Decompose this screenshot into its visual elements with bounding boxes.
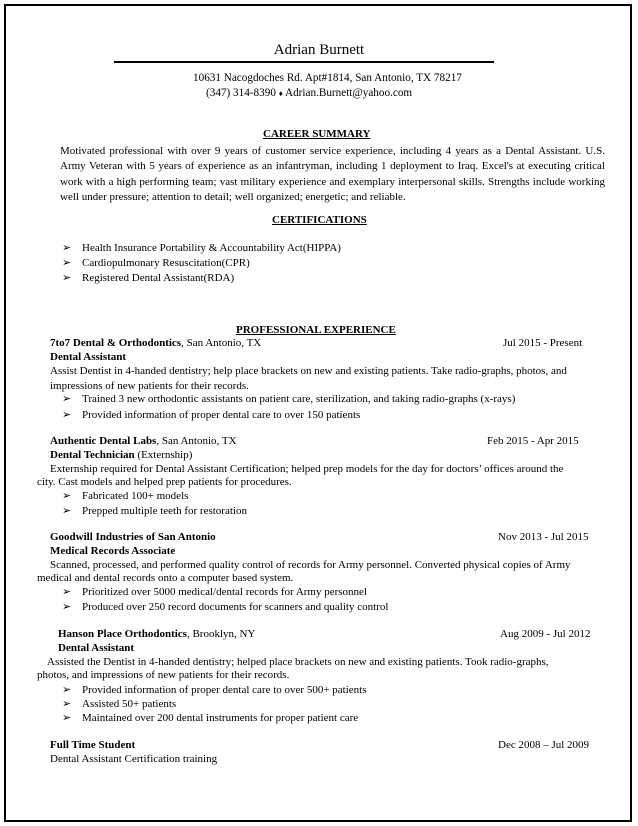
- arrow-bullet-icon: ➢: [62, 272, 72, 284]
- career-summary-text: Motivated professional with over 9 years of customer service experience, including 4 years as a Dental Assistant. U.S. Army Veteran with 5 years of experience as an infantryman, including 1 deployment to Iraq. Excel's at executing critical work with a high performing team; vast military experience and exemplary interpersonal skills. Strengths include working well under pressure; attention to detail; well organized; energetic; and reliable.: [60, 145, 605, 203]
- job-description-line: Assisted the Dentist in 4-handed dentistry; helped place brackets on new and existing patients. Took radio-graphs,: [47, 656, 549, 668]
- job-bullet: ➢ Provided information of proper dental care to over 500+ patients: [62, 684, 367, 696]
- job-title-suffix: (Externship): [134, 449, 193, 461]
- job-title: Dental Assistant: [58, 642, 135, 654]
- job-bullet: ➢ Assisted 50+ patients: [62, 698, 177, 710]
- job-description: Assist Dentist in 4-handed dentistry; help place brackets on new and existing patients. Take radio-graphs, photos, and impressions of new patients for their records.: [50, 365, 567, 392]
- job-description: Dental Assistant Certification training: [50, 753, 218, 765]
- phone-number: (347) 314-8390: [206, 87, 276, 99]
- company-location: , San Antonio, TX: [156, 435, 237, 447]
- arrow-bullet-icon: ➢: [62, 393, 72, 405]
- job-bullet: ➢ Produced over 250 record documents for scanners and quality control: [62, 601, 389, 613]
- job-dates: Feb 2015 - Apr 2015: [487, 435, 579, 447]
- certifications-heading: CERTIFICATIONS: [272, 214, 367, 226]
- arrow-bullet-icon: ➢: [62, 242, 72, 254]
- certification-item: ➢ Registered Dental Assistant(RDA): [62, 272, 235, 284]
- company-name: Authentic Dental Labs: [50, 435, 157, 447]
- arrow-bullet-icon: ➢: [62, 505, 72, 517]
- email-address: Adrian.Burnett@yahoo.com: [285, 87, 413, 99]
- arrow-bullet-icon: ➢: [62, 586, 72, 598]
- job-description-line: Scanned, processed, and performed quality control of records for Army personnel. Converted physical copies of Army: [50, 559, 571, 571]
- contact-line: [206, 87, 412, 99]
- arrow-bullet-icon: ➢: [62, 698, 72, 710]
- job-title: Medical Records Associate: [50, 545, 176, 557]
- job-bullet: ➢ Trained 3 new orthodontic assistants on patient care, sterilization, and taking radio-graphs (x-rays): [62, 393, 516, 405]
- company-name: Full Time Student: [50, 739, 136, 751]
- certification-item: ➢ Health Insurance Portability & Accountability Act(HIPPA): [62, 242, 341, 254]
- job-description-line: city. Cast models and helped prep patients for procedures.: [37, 476, 292, 488]
- job-description-line: medical and dental records onto a computer based system.: [37, 572, 294, 584]
- job-bullet: ➢ Prioritized over 5000 medical/dental records for Army personnel: [62, 586, 367, 598]
- arrow-bullet-icon: ➢: [62, 409, 72, 421]
- certification-item: ➢ Cardiopulmonary Resuscitation(CPR): [62, 257, 250, 269]
- job-bullet: ➢ Maintained over 200 dental instruments for proper patient care: [62, 712, 359, 724]
- job-dates: Nov 2013 - Jul 2015: [498, 531, 589, 543]
- address-line: 10631 Nacogdoches Rd. Apt#1814, San Antonio, TX 78217: [193, 72, 462, 84]
- arrow-bullet-icon: ➢: [62, 601, 72, 613]
- company-name: Hanson Place Orthodontics: [58, 628, 187, 640]
- job-employer: [50, 337, 261, 349]
- job-employer: [58, 628, 255, 640]
- job-bullet: ➢ Provided information of proper dental care to over 150 patients: [62, 409, 361, 421]
- job-bullet: ➢ Prepped multiple teeth for restoration: [62, 505, 247, 517]
- company-location: , San Antonio, TX: [181, 337, 262, 349]
- company-location: , Brooklyn, NY: [186, 628, 256, 640]
- company-name: Goodwill Industries of San Antonio: [50, 531, 216, 543]
- career-summary-heading: CAREER SUMMARY: [263, 128, 371, 140]
- company-name: 7to7 Dental & Orthodontics: [50, 337, 182, 349]
- experience-heading: PROFESSIONAL EXPERIENCE: [236, 324, 396, 336]
- arrow-bullet-icon: ➢: [62, 490, 72, 502]
- candidate-name: Adrian Burnett: [273, 42, 365, 58]
- job-title-line: [50, 449, 192, 461]
- job-title: Dental Technician: [50, 449, 135, 461]
- arrow-bullet-icon: ➢: [62, 712, 72, 724]
- job-employer: [50, 435, 237, 447]
- job-dates: Dec 2008 – Jul 2009: [498, 739, 590, 751]
- job-dates: Jul 2015 - Present: [503, 337, 583, 349]
- header-rule: [114, 61, 494, 63]
- diamond-separator-icon: ♦: [278, 89, 283, 98]
- arrow-bullet-icon: ➢: [62, 257, 72, 269]
- job-dates: Aug 2009 - Jul 2012: [500, 628, 591, 640]
- job-bullet: ➢ Fabricated 100+ models: [62, 490, 189, 502]
- job-title: Dental Assistant: [50, 351, 127, 363]
- job-description-line: Externship required for Dental Assistant Certification; helped prep models for the day for doctors’ offices around the: [50, 463, 564, 475]
- job-description-line: photos, and impressions of new patients for their records.: [37, 669, 290, 681]
- arrow-bullet-icon: ➢: [62, 684, 72, 696]
